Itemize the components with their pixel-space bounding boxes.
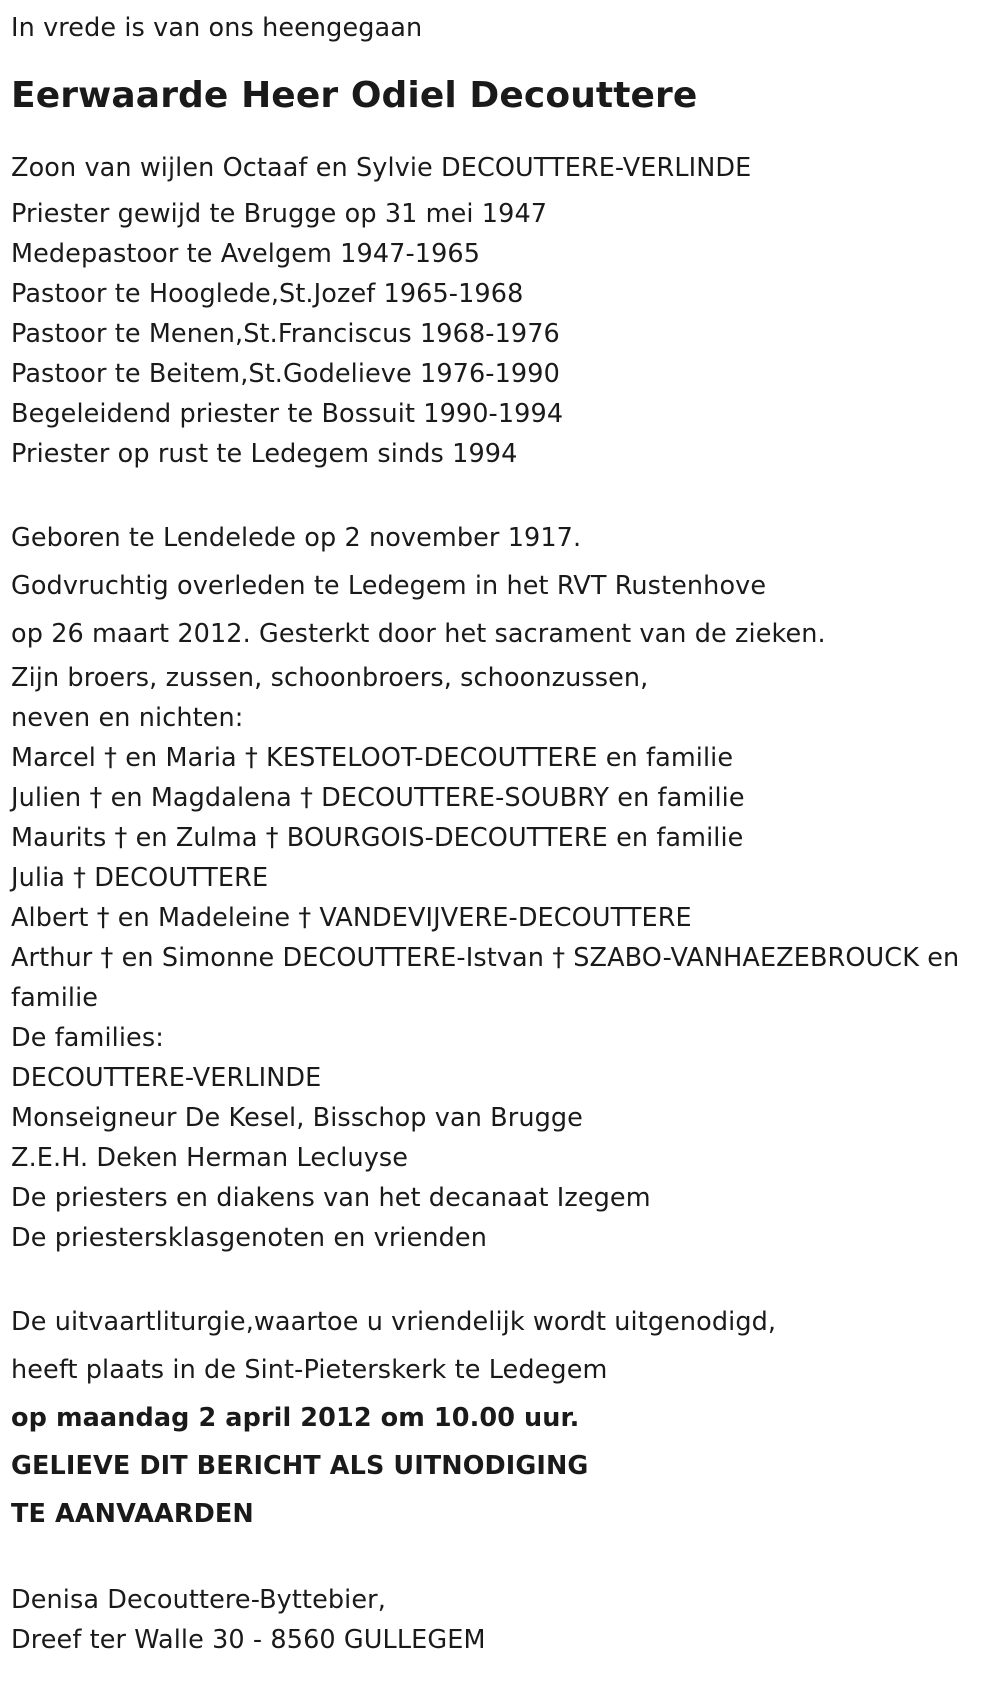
relative-item: familie (11, 983, 99, 1013)
notice-line-1: GELIEVE DIT BERICHT ALS UITNODIGING (11, 1451, 589, 1481)
family-item: De priesters en diakens van het decanaat Izegem (11, 1183, 651, 1213)
career-item: Pastoor te Hooglede,St.Jozef 1965-1968 (11, 279, 524, 309)
family-item: DECOUTTERE-VERLINDE (11, 1063, 322, 1093)
relative-item: Julien † en Magdalena † DECOUTTERE-SOUBRY en familie (11, 783, 745, 813)
death-line-2: op 26 maart 2012. Gesterkt door het sacrament van de zieken. (11, 619, 826, 649)
funeral-date: op maandag 2 april 2012 om 10.00 uur. (11, 1403, 580, 1433)
notice-line-2: TE AANVAARDEN (11, 1499, 254, 1529)
birth-death-block (11, 514, 996, 658)
death-line-1: Godvruchtig overleden te Ledegem in het RVT Rustenhove (11, 571, 767, 601)
contact-address: Dreef ter Walle 30 - 8560 GULLEGEM (11, 1625, 486, 1655)
funeral-line-1: De uitvaartliturgie,waartoe u vriendelijk wordt uitgenodigd, (11, 1307, 777, 1337)
career-item: Pastoor te Menen,St.Franciscus 1968-1976 (11, 319, 560, 349)
intro-line: In vrede is van ons heengegaan (11, 13, 423, 43)
parents-line: Zoon van wijlen Octaaf en Sylvie DECOUTTERE-VERLINDE (11, 153, 752, 183)
relative-item: Albert † en Madeleine † VANDEVIJVERE-DECOUTTERE (11, 903, 692, 933)
families-label: De families: (11, 1023, 164, 1053)
career-item: Priester gewijd te Brugge op 31 mei 1947 (11, 199, 548, 229)
relatives-intro-1: Zijn broers, zussen, schoonbroers, schoonzussen, (11, 663, 649, 693)
contact-block (11, 1580, 996, 1660)
family-item: Monseigneur De Kesel, Bisschop van Brugge (11, 1103, 583, 1133)
relative-item: Marcel † en Maria † KESTELOOT-DECOUTTERE en familie (11, 743, 734, 773)
death-notice (11, 8, 996, 1660)
career-item: Begeleidend priester te Bossuit 1990-1994 (11, 399, 564, 429)
family-item: De priestersklasgenoten en vrienden (11, 1223, 487, 1253)
family-item: Z.E.H. Deken Herman Lecluyse (11, 1143, 409, 1173)
birth-line: Geboren te Lendelede op 2 november 1917. (11, 523, 582, 553)
relatives-intro-2: neven en nichten: (11, 703, 244, 733)
contact-name: Denisa Decouttere-Byttebier, (11, 1585, 386, 1615)
funeral-block (11, 1298, 996, 1538)
relative-item: Julia † DECOUTTERE (11, 863, 269, 893)
deceased-title: Eerwaarde Heer Odiel Decouttere (11, 75, 698, 116)
career-list (11, 194, 996, 474)
career-item: Priester op rust te Ledegem sinds 1994 (11, 439, 518, 469)
relative-item: Arthur † en Simonne DECOUTTERE-Istvan † SZABO-VANHAEZEBROUCK en (11, 943, 960, 973)
funeral-line-2: heeft plaats in de Sint-Pieterskerk te Ledegem (11, 1355, 608, 1385)
relative-item: Maurits † en Zulma † BOURGOIS-DECOUTTERE en familie (11, 823, 744, 853)
relatives-block (11, 658, 996, 1018)
families-block (11, 1018, 996, 1258)
career-item: Pastoor te Beitem,St.Godelieve 1976-1990 (11, 359, 560, 389)
career-item: Medepastoor te Avelgem 1947-1965 (11, 239, 481, 269)
